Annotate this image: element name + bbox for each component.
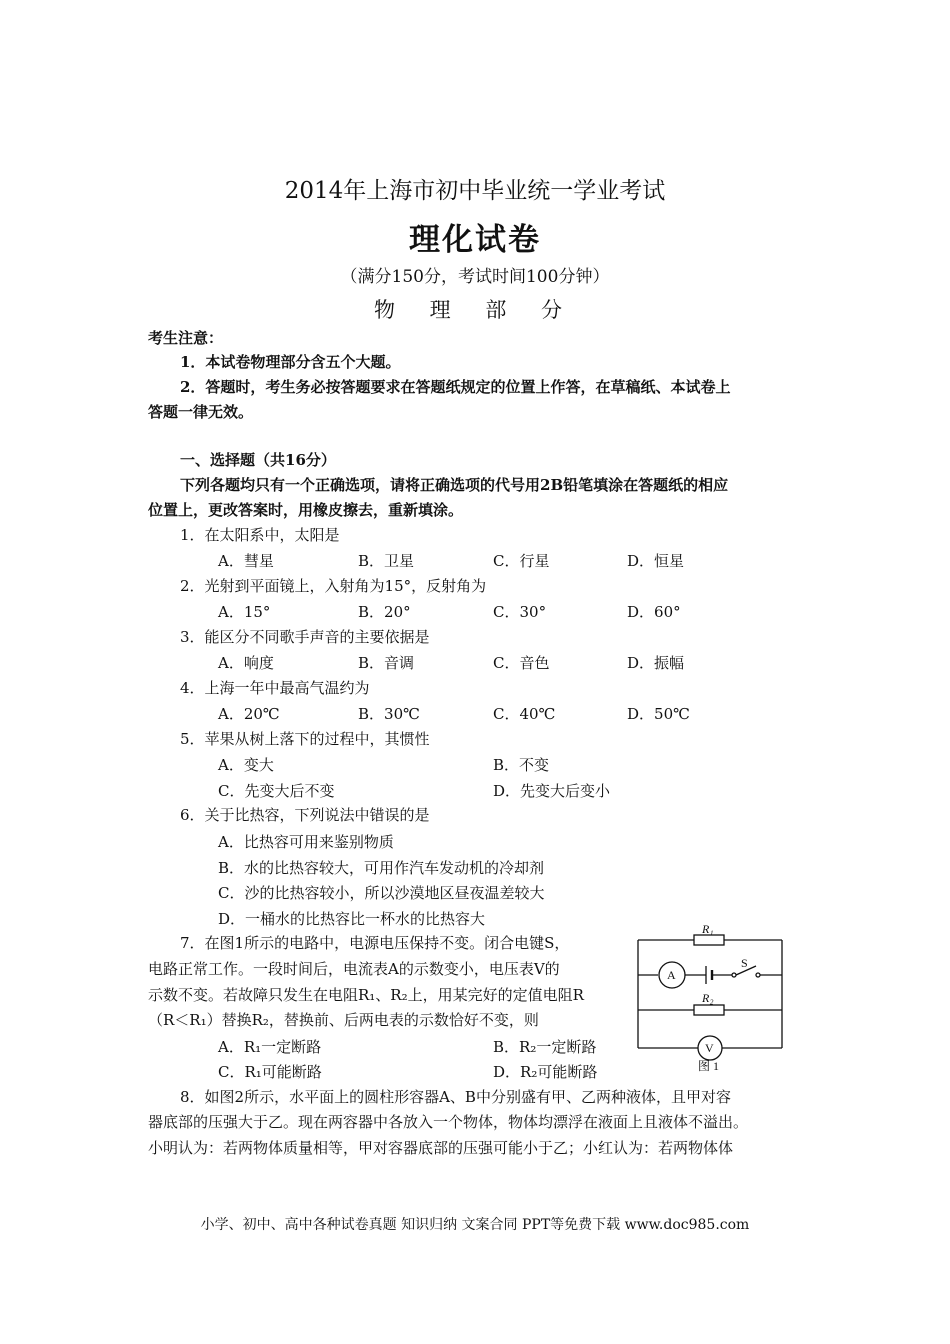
q2-stem: 2．光射到平面镜上，入射角为15°，反射角为 — [180, 577, 487, 595]
q8-stem-line2: 器底部的压强大于乙。现在两容器中各放入一个物体，物体均漂浮在液面上且液体不溢出。 — [148, 1113, 749, 1131]
footer-text: 小学、初中、高中各种试卷真题 知识归纳 文案合同 PPT等免费下载 www.doc985.com — [200, 1217, 750, 1233]
q3-stem: 3．能区分不同歌手声音的主要依据是 — [180, 628, 430, 646]
q6-option-b: B．水的比热容较大，可用作汽车发动机的冷却剂 — [218, 859, 545, 877]
label-switch: S — [741, 956, 748, 970]
q2-option-b: B．20° — [358, 603, 411, 621]
q7-option-c: C．R₁可能断路 — [218, 1063, 322, 1081]
q1-option-b: B．卫星 — [358, 552, 415, 570]
label-voltmeter: V — [705, 1041, 714, 1055]
paper-title: 理化试卷 — [409, 222, 541, 258]
q4-option-b: B．30℃ — [358, 705, 420, 723]
q2-option-c: C．30° — [493, 603, 547, 621]
q1-option-c: C．行星 — [493, 552, 550, 570]
q1-stem: 1．在太阳系中，太阳是 — [180, 526, 340, 544]
q2-option-a: A．15° — [218, 603, 271, 621]
q4-option-d: D．50℃ — [627, 705, 690, 723]
circuit-diagram-figure-1 — [632, 922, 788, 1080]
switch-contact-right — [756, 973, 760, 977]
q7-option-d: D．R₂可能断路 — [493, 1063, 598, 1081]
figure1-caption: 图 1 — [698, 1059, 720, 1073]
q2-option-d: D．60° — [627, 603, 681, 621]
q6-option-d: D．一桶水的比热容比一杯水的比热容大 — [218, 910, 486, 928]
notice-item-2-line2: 答题一律无效。 — [148, 403, 254, 421]
q3-option-c: C．音色 — [493, 654, 550, 672]
q8-stem-line1: 8．如图2所示，水平面上的圆柱形容器A、B中分别盛有甲、乙两种液体，且甲对容 — [180, 1088, 731, 1106]
q8-stem-line3: 小明认为：若两物体质量相等，甲对容器底部的压强可能小于乙；小红认为：若两物体体 — [148, 1139, 734, 1157]
notice-item-1: 1．本试卷物理部分含五个大题。 — [180, 353, 401, 371]
notice-title: 考生注意： — [148, 329, 224, 347]
switch-contact-left — [732, 973, 736, 977]
q1-option-a: A．彗星 — [218, 552, 274, 570]
q3-option-a: A．响度 — [218, 654, 274, 672]
q5-option-d: D．先变大后变小 — [493, 782, 611, 800]
label-r1: R₁ — [702, 922, 714, 936]
q7-stem-line1: 7．在图1所示的电路中，电源电压保持不变。闭合电键S， — [180, 934, 570, 952]
q7-stem-line2: 电路正常工作。一段时间后，电流表A的示数变小，电压表V的 — [148, 960, 560, 978]
section1-instructions-line2: 位置上，更改答案时，用橡皮擦去，重新填涂。 — [148, 501, 464, 519]
q3-option-d: D．振幅 — [627, 654, 685, 672]
section1-title: 一、选择题（共16分） — [180, 451, 336, 469]
q4-option-c: C．40℃ — [493, 705, 556, 723]
resistor-r1 — [694, 935, 724, 945]
label-ammeter: A — [667, 968, 676, 982]
q5-stem: 5．苹果从树上落下的过程中，其惯性 — [180, 730, 430, 748]
q7-option-b: B．R₂一定断路 — [493, 1038, 597, 1056]
notice-item-2-line1: 2．答题时，考生务必按答题要求在答题纸规定的位置上作答，在草稿纸、本试卷上 — [180, 378, 731, 396]
q6-stem: 6．关于比热容，下列说法中错误的是 — [180, 806, 430, 824]
q3-option-b: B．音调 — [358, 654, 415, 672]
q7-stem-line3: 示数不变。若故障只发生在电阻R₁、R₂上，用某完好的定值电阻R — [148, 986, 584, 1004]
q6-option-c: C．沙的比热容较小，所以沙漠地区昼夜温差较大 — [218, 884, 545, 902]
label-r2: R₂ — [702, 991, 714, 1005]
q5-option-c: C．先变大后不变 — [218, 782, 335, 800]
q4-option-a: A．20℃ — [218, 705, 280, 723]
q4-stem: 4．上海一年中最高气温约为 — [180, 679, 370, 697]
q6-option-a: A．比热容可用来鉴别物质 — [218, 833, 394, 851]
q5-option-b: B．不变 — [493, 756, 550, 774]
section1-instructions-line1: 下列各题均只有一个正确选项，请将正确选项的代号用2B铅笔填涂在答题纸的相应 — [180, 476, 729, 494]
section-heading: 物 理 部 分 — [373, 298, 577, 322]
q7-stem-line4: （R＜R₁）替换R₂，替换前、后两电表的示数恰好不变，则 — [148, 1011, 539, 1029]
exam-info: （满分150分，考试时间100分钟） — [340, 267, 610, 287]
q1-option-d: D．恒星 — [627, 552, 685, 570]
exam-title: 2014年上海市初中毕业统一学业考试 — [284, 178, 666, 204]
q5-option-a: A．变大 — [218, 756, 274, 774]
resistor-r2 — [694, 1005, 724, 1015]
q7-option-a: A．R₁一定断路 — [218, 1038, 322, 1056]
